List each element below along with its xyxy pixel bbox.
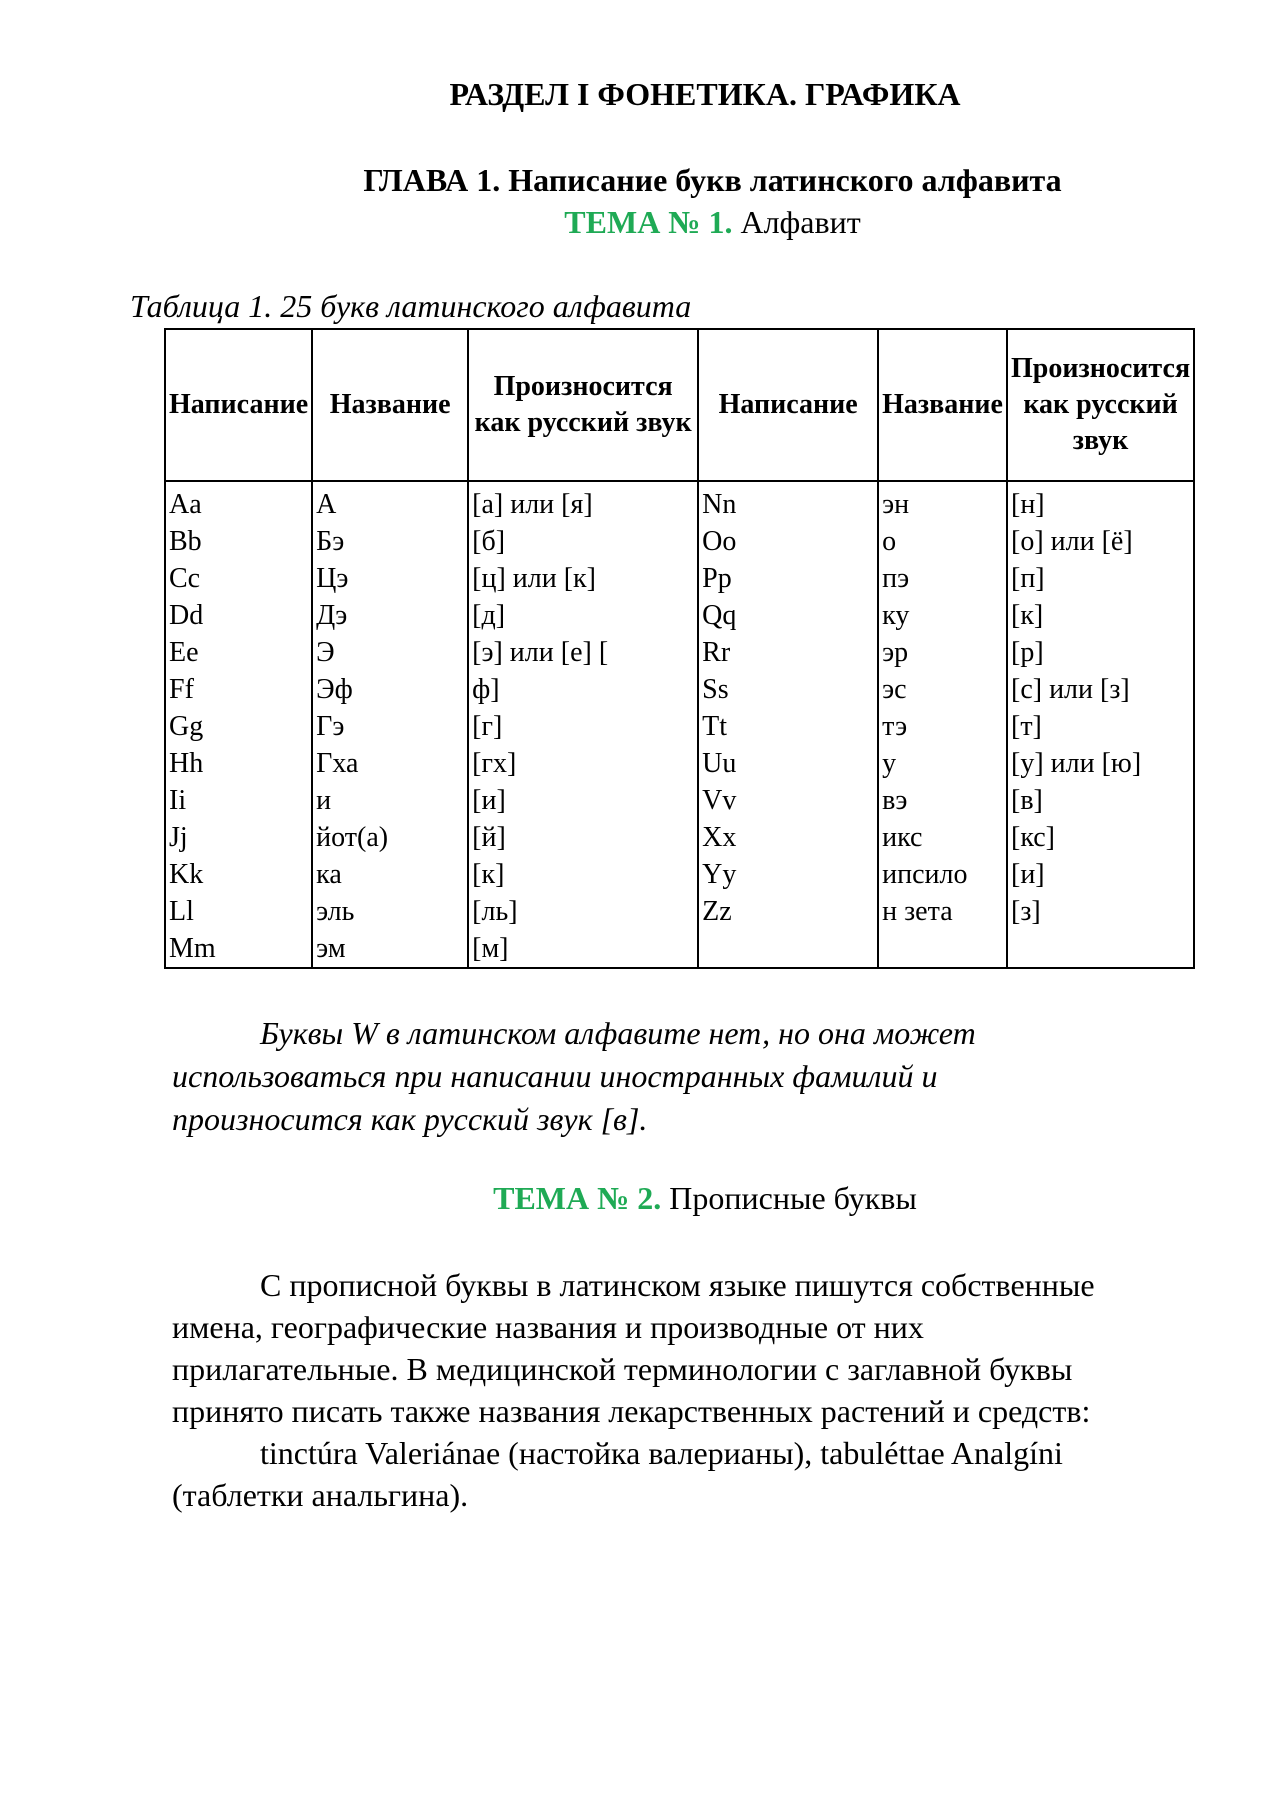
body-text: [172, 1264, 1152, 1516]
table-cell: Dd: [169, 600, 204, 631]
table-cell: [п]: [1011, 563, 1045, 594]
table-cell: вэ: [882, 785, 908, 816]
table-cell: [к]: [472, 859, 505, 890]
table-cell: эн: [882, 489, 910, 520]
table-cell: Qq: [702, 600, 737, 631]
table-cell: [и]: [1011, 859, 1045, 890]
table-cell: [с] или [з]: [1011, 674, 1130, 705]
table-cell: [б]: [472, 526, 506, 557]
table-cell: [к]: [1011, 600, 1044, 631]
header-sound-1: Произносится как русский звук: [468, 329, 698, 481]
table-cell: [о] или [ё]: [1011, 526, 1133, 557]
table-cell: Дэ: [316, 600, 348, 631]
table-cell: [у] или [ю]: [1011, 748, 1142, 779]
table-cell: Xx: [702, 822, 737, 853]
table-cell: [д]: [472, 600, 506, 631]
section-title: РАЗДЕЛ I ФОНЕТИКА. ГРАФИКА: [449, 76, 961, 112]
table-cell: Ii: [169, 785, 187, 816]
table-cell: [в]: [1011, 785, 1043, 816]
topic-1-label: ТЕМА № 1.: [564, 204, 733, 240]
table-cell: [а] или [я]: [472, 489, 593, 520]
table-cell: [и]: [472, 785, 506, 816]
table-cell: Ll: [169, 896, 194, 927]
table-cell: ка: [316, 859, 342, 890]
table-cell: [гх]: [472, 748, 517, 779]
header-name-1: Название: [312, 329, 468, 481]
topic-2-label: ТЕМА № 2.: [493, 1180, 662, 1216]
table-cell: Гха: [316, 748, 359, 779]
table-cell: Zz: [702, 896, 732, 927]
paragraph-capital-letters: С прописной буквы в латинском языке пишутся собственные имена, географические названия и производные от них прилагательные. В медицинской терминологии с заглавной буквы принято писать также названия лекарственных растений и средств:: [172, 1267, 1095, 1429]
names-column-2: [878, 481, 1007, 968]
topic-1-heading: [0, 204, 1280, 241]
sounds-column-1: [468, 481, 698, 968]
table-cell: [н]: [1011, 489, 1045, 520]
table-row: [165, 481, 1194, 968]
table-cell: Aa: [169, 489, 202, 520]
table-cell: н зета: [882, 896, 953, 927]
table-cell: [м]: [472, 933, 509, 964]
table-cell: [ц] или [к]: [472, 563, 596, 594]
table-cell: Rr: [702, 637, 731, 668]
table-cell: Бэ: [316, 526, 345, 557]
header-name-2: Название: [878, 329, 1007, 481]
table-cell: [г]: [472, 711, 503, 742]
table-cell: Jj: [169, 822, 188, 853]
table-cell: и: [316, 785, 332, 816]
table-cell: икс: [882, 822, 923, 853]
table-cell: Hh: [169, 748, 204, 779]
table-cell: Oo: [702, 526, 737, 557]
paragraph-examples: tinctúra Valeriánae (настойка валерианы), tabuléttae Analgíni (таблетки анальгина).: [172, 1435, 1063, 1513]
table-cell: [з]: [1011, 896, 1041, 927]
table-cell: Uu: [702, 748, 737, 779]
table-cell: А: [316, 489, 337, 520]
table-cell: Yy: [702, 859, 737, 890]
table-cell: эль: [316, 896, 355, 927]
table-cell: Эф: [316, 674, 353, 705]
table-cell: йот(а): [316, 822, 389, 853]
table-cell: эс: [882, 674, 907, 705]
table-cell: Цэ: [316, 563, 349, 594]
table-cell: ку: [882, 600, 910, 631]
table-cell: Pp: [702, 563, 732, 594]
table-cell: Bb: [169, 526, 202, 557]
topic-2-heading: [0, 1180, 1280, 1217]
header-writing-1: Написание: [165, 329, 312, 481]
table-cell: Nn: [702, 489, 737, 520]
table-cell: [й]: [472, 822, 506, 853]
table-cell: Vv: [702, 785, 737, 816]
topic-1-text: Алфавит: [732, 204, 861, 240]
header-writing-2: Написание: [698, 329, 878, 481]
table-cell: Э: [316, 637, 335, 668]
table-cell: [т]: [1011, 711, 1042, 742]
table-cell: ф]: [472, 674, 500, 705]
letters-column-2: [698, 481, 878, 968]
table-cell: Ss: [702, 674, 729, 705]
table-cell: Kk: [169, 859, 204, 890]
table-cell: [р]: [1011, 637, 1044, 668]
table-caption: Таблица 1. 25 букв латинского алфавита: [130, 288, 692, 324]
table-cell: у: [882, 748, 897, 779]
table-cell: Гэ: [316, 711, 345, 742]
table-cell: тэ: [882, 711, 908, 742]
alphabet-table: [164, 328, 1195, 969]
header-sound-2: Произносится как русский звук: [1007, 329, 1194, 481]
table-cell: пэ: [882, 563, 910, 594]
table-cell: Ff: [169, 674, 194, 705]
table-cell: о: [882, 526, 897, 557]
table-cell: эм: [316, 933, 346, 964]
table-cell: [кс]: [1011, 822, 1055, 853]
table-header-row: [165, 329, 1194, 481]
table-cell: [ль]: [472, 896, 518, 927]
note-paragraph: Буквы W в латинском алфавите нет, но она может использоваться при написании иностранных фамилий и произносится как русский звук [в].: [172, 1015, 976, 1137]
names-column-1: [312, 481, 468, 968]
table-cell: Gg: [169, 711, 204, 742]
table-cell: эр: [882, 637, 909, 668]
table-cell: Ee: [169, 637, 199, 668]
table-cell: Tt: [702, 711, 728, 742]
sounds-column-2: [1007, 481, 1194, 968]
topic-2-text: Прописные буквы: [661, 1180, 917, 1216]
table-cell: Mm: [169, 933, 216, 964]
chapter-title: ГЛАВА 1. Написание букв латинского алфавита: [363, 162, 1062, 198]
table-cell: ипсило: [882, 859, 968, 890]
table-cell: Cc: [169, 563, 201, 594]
table-cell: [э] или [е] [: [472, 637, 609, 668]
letters-column-1: [165, 481, 312, 968]
